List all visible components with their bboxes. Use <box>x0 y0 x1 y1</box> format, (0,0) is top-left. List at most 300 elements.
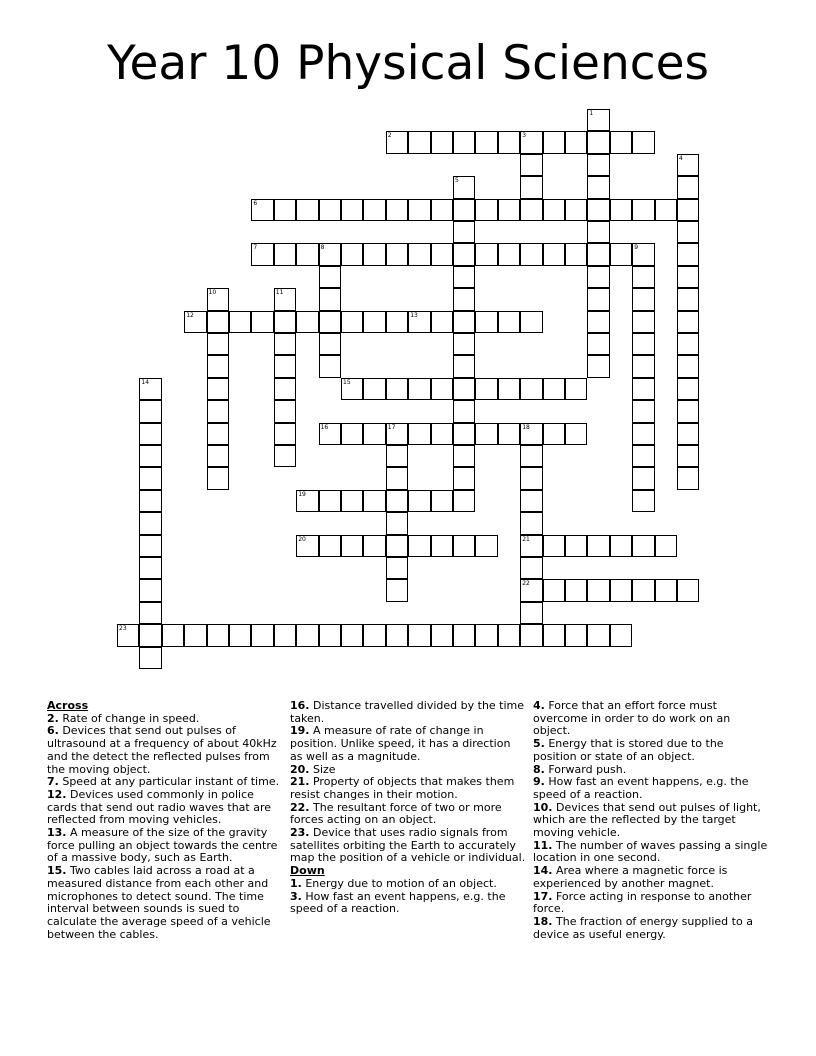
grid-cell[interactable] <box>251 199 273 221</box>
grid-cell[interactable] <box>520 624 542 646</box>
grid-cell[interactable] <box>207 624 229 646</box>
grid-cell[interactable] <box>498 423 520 445</box>
clue-number: 17 <box>387 423 396 431</box>
grid-cell[interactable] <box>520 176 542 198</box>
clue-number-label: 7. <box>47 775 59 789</box>
clue-text: Devices that send out pulses of light, which are the reflected by the target moving vehicle. <box>533 800 761 840</box>
grid-cell[interactable] <box>677 333 699 355</box>
grid-cell[interactable] <box>677 423 699 445</box>
clue-number: 3 <box>522 132 527 140</box>
grid-cell[interactable] <box>363 624 385 646</box>
grid-cell[interactable] <box>431 243 453 265</box>
grid-cell[interactable] <box>386 557 408 579</box>
grid-cell[interactable] <box>498 243 520 265</box>
grid-cell[interactable] <box>475 378 497 400</box>
grid-cell[interactable] <box>319 311 341 333</box>
grid-cell[interactable] <box>632 535 654 557</box>
grid-cell[interactable] <box>565 199 587 221</box>
clue-text: The fraction of energy supplied to a device as useful energy. <box>533 914 753 941</box>
grid-cell[interactable] <box>565 378 587 400</box>
grid-cell[interactable] <box>386 423 408 445</box>
grid-cell[interactable] <box>587 109 609 131</box>
grid-cell[interactable] <box>453 131 475 153</box>
grid-cell[interactable] <box>520 445 542 467</box>
clue-number: 11 <box>275 289 284 297</box>
grid-cell[interactable] <box>520 602 542 624</box>
grid-cell[interactable] <box>520 512 542 534</box>
grid-cell[interactable] <box>543 378 565 400</box>
grid-cell[interactable] <box>274 199 296 221</box>
grid-cell[interactable] <box>610 243 632 265</box>
grid-cell[interactable] <box>431 490 453 512</box>
clues-column-2 <box>290 700 526 916</box>
clue-number-label: 21. <box>290 775 310 789</box>
grid-cell[interactable] <box>565 243 587 265</box>
grid-cell[interactable] <box>610 624 632 646</box>
grid-cell[interactable] <box>296 243 318 265</box>
grid-cell[interactable] <box>251 243 273 265</box>
grid-cell[interactable] <box>139 400 161 422</box>
grid-cell[interactable] <box>139 535 161 557</box>
grid-cell[interactable] <box>431 535 453 557</box>
grid-cell[interactable] <box>587 579 609 601</box>
grid-cell[interactable] <box>677 154 699 176</box>
grid-cell[interactable] <box>408 490 430 512</box>
grid-cell[interactable] <box>632 467 654 489</box>
grid-cell[interactable] <box>139 467 161 489</box>
grid-cell[interactable] <box>498 311 520 333</box>
grid-cell[interactable] <box>408 624 430 646</box>
grid-cell[interactable] <box>632 333 654 355</box>
grid-cell[interactable] <box>341 535 363 557</box>
clue-number: 8 <box>320 244 325 252</box>
grid-cell[interactable] <box>632 378 654 400</box>
clue-number-label: 6. <box>47 724 59 738</box>
grid-cell[interactable] <box>139 490 161 512</box>
grid-cell[interactable] <box>453 221 475 243</box>
grid-cell[interactable] <box>319 288 341 310</box>
clue-text: Energy that is stored due to the position or state of an object. <box>533 737 724 763</box>
grid-cell[interactable] <box>520 154 542 176</box>
grid-cell[interactable] <box>655 579 677 601</box>
clue <box>290 725 526 763</box>
grid-cell[interactable] <box>632 400 654 422</box>
grid-cell[interactable] <box>386 131 408 153</box>
grid-cell[interactable] <box>520 467 542 489</box>
grid-cell[interactable] <box>319 243 341 265</box>
grid-cell[interactable] <box>520 243 542 265</box>
grid-cell[interactable] <box>251 311 273 333</box>
grid-cell[interactable] <box>408 378 430 400</box>
grid-cell[interactable] <box>632 243 654 265</box>
grid-cell[interactable] <box>475 131 497 153</box>
clue-number-label: 12. <box>47 787 67 801</box>
clue-number: 22 <box>522 580 530 588</box>
clue-number: 13 <box>410 311 418 319</box>
grid-cell[interactable] <box>363 423 385 445</box>
grid-cell[interactable] <box>319 624 341 646</box>
clue-number-label: 15. <box>47 864 67 878</box>
grid-cell[interactable] <box>587 131 609 153</box>
grid-cell[interactable] <box>587 266 609 288</box>
grid-cell[interactable] <box>117 624 139 646</box>
grid-cell[interactable] <box>431 131 453 153</box>
clue-text: A measure of rate of change in position. Unlike speed, it has a direction as well as a magnitude. <box>290 724 511 763</box>
grid-cell[interactable] <box>363 535 385 557</box>
grid-cell[interactable] <box>207 467 229 489</box>
grid-cell[interactable] <box>296 311 318 333</box>
clue-number: 4 <box>679 154 683 162</box>
grid-cell[interactable] <box>386 378 408 400</box>
grid-cell[interactable] <box>274 624 296 646</box>
clue-number-label: 14. <box>533 864 553 878</box>
grid-cell[interactable] <box>587 176 609 198</box>
grid-cell[interactable] <box>520 378 542 400</box>
clue-text: Devices that send out pulses of ultrasound at a frequency of about 40kHz and the detect the reflected pulses from the moving object. <box>47 724 277 776</box>
grid-cell[interactable] <box>565 535 587 557</box>
grid-cell[interactable] <box>475 199 497 221</box>
clue-text: Speed at any particular instant of time. <box>58 775 280 789</box>
clue <box>47 865 283 941</box>
down-clue-list-continued <box>533 700 769 941</box>
grid-cell[interactable] <box>677 221 699 243</box>
grid-cell[interactable] <box>386 490 408 512</box>
grid-cell[interactable] <box>229 311 251 333</box>
clue <box>290 700 526 725</box>
grid-cell[interactable] <box>453 423 475 445</box>
clue-text: Area where a magnetic force is experienced by another magnet. <box>533 864 728 890</box>
grid-cell[interactable] <box>453 624 475 646</box>
grid-cell[interactable] <box>386 512 408 534</box>
grid-cell[interactable] <box>386 579 408 601</box>
clue <box>290 802 526 827</box>
grid-cell[interactable] <box>207 288 229 310</box>
grid-cell[interactable] <box>677 579 699 601</box>
clue-text: A measure of the size of the gravity force pulling an object towards the centre of a massive body, such as Earth. <box>47 826 278 865</box>
grid-cell[interactable] <box>632 355 654 377</box>
grid-cell[interactable] <box>565 579 587 601</box>
grid-cell[interactable] <box>296 624 318 646</box>
clue-text: Distance travelled divided by the time taken. <box>290 699 525 725</box>
grid-cell[interactable] <box>520 535 542 557</box>
grid-cell[interactable] <box>655 199 677 221</box>
clue-number: 5 <box>455 177 459 185</box>
clue-number: 10 <box>208 289 217 297</box>
clue-number: 23 <box>119 625 127 633</box>
grid-cell[interactable] <box>139 378 161 400</box>
grid-cell[interactable] <box>139 445 161 467</box>
grid-cell[interactable] <box>520 579 542 601</box>
grid-cell[interactable] <box>543 624 565 646</box>
clue-number: 16 <box>320 423 329 431</box>
grid-cell[interactable] <box>498 199 520 221</box>
grid-cell[interactable] <box>453 400 475 422</box>
grid-cell[interactable] <box>341 243 363 265</box>
grid-cell[interactable] <box>565 624 587 646</box>
grid-cell[interactable] <box>341 378 363 400</box>
grid-cell[interactable] <box>296 199 318 221</box>
grid-cell[interactable] <box>319 355 341 377</box>
grid-cell[interactable] <box>587 288 609 310</box>
grid-cell[interactable] <box>475 243 497 265</box>
clue-text: Devices used commonly in police cards that send out radio waves that are reflected from moving vehicles. <box>47 787 272 827</box>
grid-cell[interactable] <box>632 311 654 333</box>
grid-cell[interactable] <box>296 490 318 512</box>
clue-text: Energy due to motion of an object. <box>301 876 497 890</box>
grid-cell[interactable] <box>431 624 453 646</box>
clue-text: Two cables laid across a road at a measured distance from each other and microphones to detect sound. The time interval between sounds is sued to calculate the average speed of a vehicle between the cables. <box>47 864 271 941</box>
grid-cell[interactable] <box>341 490 363 512</box>
clues-column-3 <box>533 700 769 941</box>
down-header: Down <box>290 864 325 878</box>
grid-cell[interactable] <box>386 535 408 557</box>
grid-cell[interactable] <box>453 535 475 557</box>
grid-cell[interactable] <box>386 243 408 265</box>
grid-cell[interactable] <box>632 288 654 310</box>
grid-cell[interactable] <box>408 535 430 557</box>
grid-cell[interactable] <box>565 423 587 445</box>
grid-cell[interactable] <box>229 624 251 646</box>
grid-cell[interactable] <box>319 535 341 557</box>
grid-cell[interactable] <box>677 355 699 377</box>
clue-number-label: 2. <box>47 711 59 725</box>
grid-cell[interactable] <box>386 199 408 221</box>
clue-text: Forward push. <box>544 762 627 776</box>
clue <box>290 891 526 916</box>
clue-number: 14 <box>141 378 150 386</box>
grid-cell[interactable] <box>274 243 296 265</box>
grid-cell[interactable] <box>453 378 475 400</box>
clue-text: The number of waves passing a single location in one second. <box>533 838 768 865</box>
grid-cell[interactable] <box>520 423 542 445</box>
grid-cell[interactable] <box>543 579 565 601</box>
grid-cell[interactable] <box>453 266 475 288</box>
grid-cell[interactable] <box>207 445 229 467</box>
grid-cell[interactable] <box>498 131 520 153</box>
grid-cell[interactable] <box>341 199 363 221</box>
grid-cell[interactable] <box>587 535 609 557</box>
grid-cell[interactable] <box>587 333 609 355</box>
grid-cell[interactable] <box>408 131 430 153</box>
grid-cell[interactable] <box>274 288 296 310</box>
clue-number-label: 5. <box>533 737 545 751</box>
grid-cell[interactable] <box>475 311 497 333</box>
grid-cell[interactable] <box>498 378 520 400</box>
clue <box>533 738 769 763</box>
grid-cell[interactable] <box>632 266 654 288</box>
clue-text: Rate of change in speed. <box>58 711 200 725</box>
grid-cell[interactable] <box>139 557 161 579</box>
grid-cell[interactable] <box>363 311 385 333</box>
grid-cell[interactable] <box>453 467 475 489</box>
clue-number: 2 <box>387 132 392 140</box>
grid-cell[interactable] <box>677 199 699 221</box>
grid-cell[interactable] <box>274 400 296 422</box>
grid-cell[interactable] <box>632 423 654 445</box>
grid-cell[interactable] <box>655 535 677 557</box>
grid-cell[interactable] <box>341 624 363 646</box>
grid-cell[interactable] <box>543 199 565 221</box>
grid-cell[interactable] <box>453 333 475 355</box>
clue <box>533 865 769 890</box>
grid-cell[interactable] <box>386 311 408 333</box>
clue-number: 19 <box>298 490 306 498</box>
clue <box>290 776 526 801</box>
clue-number: 1 <box>589 110 594 117</box>
grid-cell[interactable] <box>274 333 296 355</box>
across-clue-list-continued <box>290 700 526 865</box>
grid-cell[interactable] <box>632 579 654 601</box>
grid-cell[interactable] <box>632 131 654 153</box>
grid-cell[interactable] <box>184 624 206 646</box>
grid-cell[interactable] <box>677 243 699 265</box>
grid-cell[interactable] <box>610 579 632 601</box>
clue-number: 9 <box>634 244 639 252</box>
grid-cell[interactable] <box>251 624 273 646</box>
clue <box>533 776 769 801</box>
clue <box>533 802 769 840</box>
grid-cell[interactable] <box>363 490 385 512</box>
grid-cell[interactable] <box>139 512 161 534</box>
grid-cell[interactable] <box>453 311 475 333</box>
grid-cell[interactable] <box>319 333 341 355</box>
grid-cell[interactable] <box>296 535 318 557</box>
grid-cell[interactable] <box>319 266 341 288</box>
grid-cell[interactable] <box>363 243 385 265</box>
clue-number-label: 19. <box>290 724 310 738</box>
grid-cell[interactable] <box>520 311 542 333</box>
clue-number-label: 4. <box>533 699 545 712</box>
down-clue-list <box>290 878 526 916</box>
grid-cell[interactable] <box>319 423 341 445</box>
grid-cell[interactable] <box>207 400 229 422</box>
grid-cell[interactable] <box>453 490 475 512</box>
grid-cell[interactable] <box>363 378 385 400</box>
grid-cell[interactable] <box>162 624 184 646</box>
grid-cell[interactable] <box>207 311 229 333</box>
grid-cell[interactable] <box>319 199 341 221</box>
grid-cell[interactable] <box>431 423 453 445</box>
clue-number-label: 1. <box>290 876 302 890</box>
clue-text: How fast an event happens, e.g. the speed of a reaction. <box>290 889 506 916</box>
grid-cell[interactable] <box>677 288 699 310</box>
grid-cell[interactable] <box>408 423 430 445</box>
grid-cell[interactable] <box>431 199 453 221</box>
grid-cell[interactable] <box>543 131 565 153</box>
grid-cell[interactable] <box>207 423 229 445</box>
grid-cell[interactable] <box>386 624 408 646</box>
clue-text: The resultant force of two or more forces acting on an object. <box>290 800 502 827</box>
clue-text: Force acting in response to another force. <box>533 889 752 916</box>
grid-cell[interactable] <box>386 467 408 489</box>
grid-cell[interactable] <box>475 535 497 557</box>
grid-cell[interactable] <box>475 423 497 445</box>
grid-cell[interactable] <box>431 311 453 333</box>
grid-cell[interactable] <box>274 423 296 445</box>
grid-cell[interactable] <box>408 311 430 333</box>
clue <box>533 891 769 916</box>
clue <box>47 789 283 827</box>
grid-cell[interactable] <box>341 423 363 445</box>
clue-text: Force that an effort force must overcome in order to do work on an object. <box>533 699 731 738</box>
grid-cell[interactable] <box>274 378 296 400</box>
grid-cell[interactable] <box>431 378 453 400</box>
grid-cell[interactable] <box>520 557 542 579</box>
grid-cell[interactable] <box>207 355 229 377</box>
grid-cell[interactable] <box>543 243 565 265</box>
grid-cell[interactable] <box>139 602 161 624</box>
grid-cell[interactable] <box>274 355 296 377</box>
clue <box>533 916 769 941</box>
grid-cell[interactable] <box>677 400 699 422</box>
grid-cell[interactable] <box>632 199 654 221</box>
clue-text: Size <box>309 762 336 776</box>
grid-cell[interactable] <box>453 243 475 265</box>
clue-number-label: 16. <box>290 699 310 712</box>
grid-cell[interactable] <box>207 378 229 400</box>
grid-cell[interactable] <box>587 355 609 377</box>
grid-cell[interactable] <box>610 199 632 221</box>
grid-cell[interactable] <box>184 311 206 333</box>
grid-cell[interactable] <box>139 423 161 445</box>
grid-cell[interactable] <box>543 535 565 557</box>
grid-cell[interactable] <box>408 243 430 265</box>
grid-cell[interactable] <box>139 647 161 669</box>
grid-cell[interactable] <box>543 423 565 445</box>
grid-cell[interactable] <box>386 445 408 467</box>
grid-cell[interactable] <box>565 131 587 153</box>
grid-cell[interactable] <box>274 311 296 333</box>
grid-cell[interactable] <box>520 131 542 153</box>
grid-cell[interactable] <box>587 221 609 243</box>
grid-cell[interactable] <box>207 333 229 355</box>
grid-cell[interactable] <box>587 243 609 265</box>
clue-text: Device that uses radio signals from satellites orbiting the Earth to accurately map the position of a vehicle or individual. <box>290 826 526 865</box>
grid-cell[interactable] <box>677 311 699 333</box>
grid-cell[interactable] <box>587 624 609 646</box>
grid-cell[interactable] <box>610 131 632 153</box>
grid-cell[interactable] <box>677 176 699 198</box>
grid-cell[interactable] <box>520 199 542 221</box>
clue-number: 6 <box>253 199 258 207</box>
grid-cell[interactable] <box>587 154 609 176</box>
grid-cell[interactable] <box>319 490 341 512</box>
grid-cell[interactable] <box>677 467 699 489</box>
grid-cell[interactable] <box>139 579 161 601</box>
grid-cell[interactable] <box>453 355 475 377</box>
grid-cell[interactable] <box>453 288 475 310</box>
grid-cell[interactable] <box>475 624 497 646</box>
grid-cell[interactable] <box>677 266 699 288</box>
grid-cell[interactable] <box>587 311 609 333</box>
grid-cell[interactable] <box>453 199 475 221</box>
grid-cell[interactable] <box>274 445 296 467</box>
grid-cell[interactable] <box>587 199 609 221</box>
grid-cell[interactable] <box>677 378 699 400</box>
grid-cell[interactable] <box>677 445 699 467</box>
grid-cell[interactable] <box>453 176 475 198</box>
grid-cell[interactable] <box>498 624 520 646</box>
grid-cell[interactable] <box>363 199 385 221</box>
grid-cell[interactable] <box>632 445 654 467</box>
grid-cell[interactable] <box>520 490 542 512</box>
grid-cell[interactable] <box>453 445 475 467</box>
grid-cell[interactable] <box>408 199 430 221</box>
grid-cell[interactable] <box>341 311 363 333</box>
grid-cell[interactable] <box>632 490 654 512</box>
grid-cell[interactable] <box>139 624 161 646</box>
grid-cell[interactable] <box>610 535 632 557</box>
